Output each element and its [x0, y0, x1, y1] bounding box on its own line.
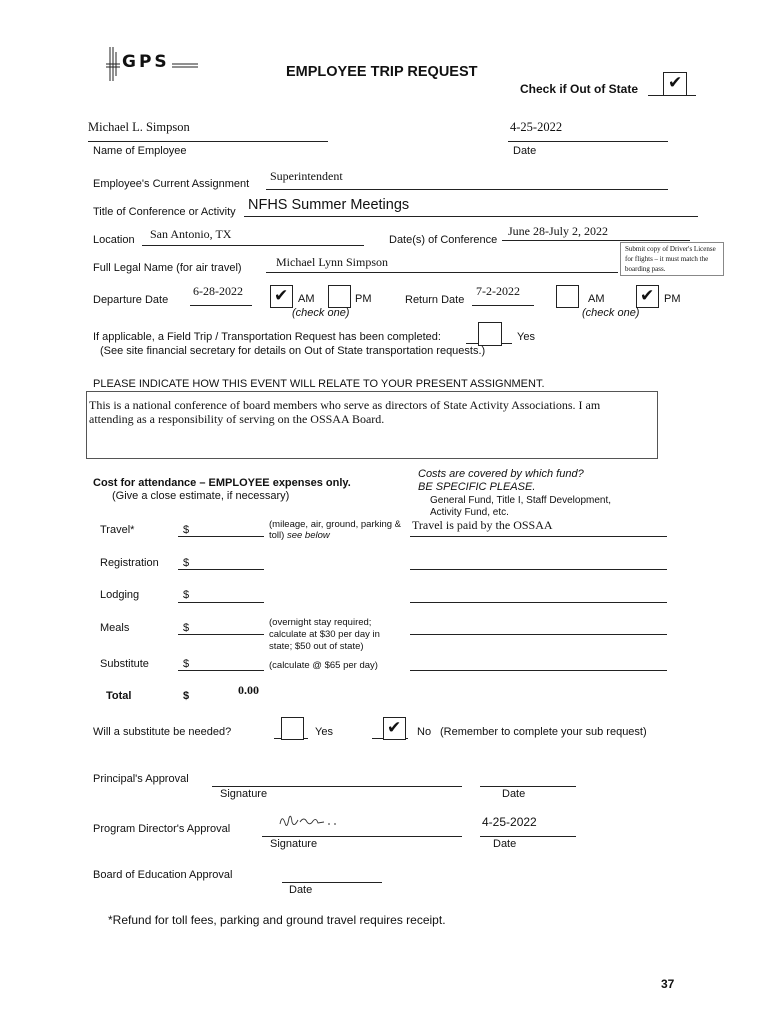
relation-label: PLEASE INDICATE HOW THIS EVENT WILL RELATE TO YOUR PRESENT ASSIGNMENT.	[93, 378, 545, 390]
cost-row-travel-note-text: (mileage, air, ground, parking & toll)	[269, 519, 402, 541]
substitute-yes-checkbox[interactable]	[281, 717, 304, 740]
field-trip-yes-label: Yes	[517, 331, 535, 343]
employee-name-value[interactable]: Michael L. Simpson	[88, 120, 190, 134]
fund-subtitle: BE SPECIFIC PLEASE.	[418, 481, 536, 493]
location-line	[142, 245, 364, 246]
director-signature-image	[276, 810, 346, 834]
cost-row-registration-fund-line[interactable]	[410, 569, 667, 570]
director-signature-line[interactable]	[262, 836, 462, 837]
departure-am-checkbox[interactable]	[270, 285, 293, 308]
request-date-line	[508, 141, 668, 142]
out-of-state-checkbox[interactable]	[663, 72, 687, 96]
assignment-label: Employee's Current Assignment	[93, 178, 250, 190]
relation-box[interactable]	[86, 391, 658, 459]
conference-value[interactable]: NFHS Summer Meetings	[248, 197, 410, 213]
total-label: Total	[106, 690, 132, 702]
director-date-line[interactable]	[480, 836, 576, 837]
board-date-label: Date	[289, 884, 313, 896]
cost-row-meals-note: (overnight stay required; calculate at $30 per day in state; $50 out of state)	[269, 617, 380, 652]
return-line	[472, 305, 534, 306]
principal-approval-label: Principal's Approval	[93, 773, 189, 785]
board-date-line[interactable]	[282, 882, 382, 883]
cost-row-travel-note-italic: see below	[286, 530, 330, 541]
cost-row-meals-currency: $	[183, 622, 190, 634]
costs-subtitle: (Give a close estimate, if necessary)	[112, 490, 290, 502]
legal-name-line	[266, 272, 618, 273]
return-check-one: (check one)	[582, 307, 640, 319]
assignment-value[interactable]: Superintendent	[270, 169, 343, 183]
check-icon: ✔	[274, 286, 289, 306]
legal-name-label: Full Legal Name (for air travel)	[93, 262, 242, 274]
cost-row-substitute-fund-line[interactable]	[410, 670, 667, 671]
departure-am-label: AM	[298, 293, 315, 305]
director-approval-label: Program Director's Approval	[93, 823, 231, 835]
departure-pm-checkbox[interactable]	[328, 285, 351, 308]
check-icon: ✔	[387, 718, 402, 738]
request-date-label: Date	[513, 145, 537, 157]
return-value[interactable]: 7-2-2022	[476, 284, 520, 298]
field-trip-line1: If applicable, a Field Trip / Transportation Request has been completed:	[93, 331, 441, 343]
cost-row-registration-label: Registration	[100, 557, 159, 569]
field-trip-checkbox[interactable]	[478, 322, 502, 346]
return-pm-label: PM	[664, 293, 681, 305]
conference-dates-label: Date(s) of Conference	[389, 234, 498, 246]
return-am-checkbox[interactable]	[556, 285, 579, 308]
substitute-no-checkbox[interactable]	[383, 717, 406, 740]
substitute-no-label: No	[417, 726, 432, 738]
relation-text: This is a national conference of board members who serve as directors of State Activity Associations. I am attending as a responsibility of serving on the OSSAA Board.	[89, 398, 601, 426]
return-am-label: AM	[588, 293, 605, 305]
check-icon: ✔	[668, 73, 683, 93]
gps-logo-text: GPS	[122, 52, 170, 72]
cost-row-substitute-amount[interactable]	[178, 670, 264, 671]
location-value[interactable]: San Antonio, TX	[150, 227, 232, 241]
assignment-line	[266, 189, 668, 190]
cost-row-lodging-currency: $	[183, 589, 190, 601]
cost-row-substitute-note: (calculate @ $65 per day)	[269, 660, 378, 671]
conference-dates-value[interactable]: June 28-July 2, 2022	[508, 224, 608, 238]
employee-name-line	[88, 141, 328, 142]
conference-dates-line	[502, 240, 690, 241]
principal-signature-line[interactable]	[212, 786, 462, 787]
fund-title: Costs are covered by which fund?	[418, 468, 584, 480]
total-currency: $	[183, 690, 190, 702]
gps-logo	[104, 44, 200, 84]
page-number: 37	[661, 977, 675, 991]
cost-row-travel-fund-line	[410, 536, 667, 537]
cost-row-substitute-label: Substitute	[100, 658, 149, 670]
conference-line	[244, 216, 698, 217]
cost-row-travel-label: Travel*	[100, 524, 135, 536]
departure-check-one: (check one)	[292, 307, 350, 319]
substitute-yes-label: Yes	[315, 726, 333, 738]
cost-row-substitute-currency: $	[183, 658, 190, 670]
handwritten-signature-icon	[276, 810, 346, 834]
principal-signature-label: Signature	[220, 788, 268, 800]
principal-date-line[interactable]	[480, 786, 576, 787]
substitute-question: Will a substitute be needed?	[93, 726, 232, 738]
director-signature-label: Signature	[270, 838, 318, 850]
principal-date-label: Date	[502, 788, 526, 800]
departure-line	[190, 305, 252, 306]
cost-row-lodging-fund-line[interactable]	[410, 602, 667, 603]
cost-row-travel-fund[interactable]: Travel is paid by the OSSAA	[412, 518, 553, 532]
form-title: EMPLOYEE TRIP REQUEST	[286, 64, 478, 80]
fund-hint-2: Activity Fund, etc.	[430, 507, 509, 518]
footer-note: *Refund for toll fees, parking and ground travel requires receipt.	[108, 913, 446, 927]
request-date-value[interactable]: 4-25-2022	[510, 120, 563, 134]
conference-label: Title of Conference or Activity	[93, 206, 236, 218]
departure-label: Departure Date	[93, 294, 169, 306]
cost-row-registration-amount[interactable]	[178, 569, 264, 570]
return-pm-checkbox[interactable]	[636, 285, 659, 308]
cost-row-lodging-amount[interactable]	[178, 602, 264, 603]
departure-value[interactable]: 6-28-2022	[193, 284, 243, 298]
check-icon: ✔	[640, 286, 655, 306]
costs-title: Cost for attendance – EMPLOYEE expenses only.	[93, 477, 351, 489]
total-value[interactable]: 0.00	[238, 683, 259, 697]
out-of-state-label: Check if Out of State	[520, 82, 639, 96]
cost-row-travel-note	[269, 519, 409, 541]
return-label: Return Date	[405, 294, 465, 306]
field-trip-line2: (See site financial secretary for details on Out of State transportation requests.)	[100, 345, 486, 357]
fund-hint-1: General Fund, Title I, Staff Development,	[430, 495, 612, 506]
license-note: Submit copy of Driver's License for flights – it must match the boarding pass.	[620, 242, 724, 276]
director-date-value[interactable]: 4-25-2022	[482, 815, 537, 829]
cost-row-registration-currency: $	[183, 557, 190, 569]
departure-pm-label: PM	[355, 293, 372, 305]
substitute-reminder: (Remember to complete your sub request)	[440, 726, 647, 738]
director-date-label: Date	[493, 838, 517, 850]
board-approval-label: Board of Education Approval	[93, 869, 233, 881]
cost-row-meals-label: Meals	[100, 622, 130, 634]
cost-row-lodging-label: Lodging	[100, 589, 140, 601]
cost-row-travel-amount[interactable]	[178, 536, 264, 537]
cost-row-meals-amount[interactable]	[178, 634, 264, 635]
legal-name-value[interactable]: Michael Lynn Simpson	[276, 255, 388, 269]
employee-name-label: Name of Employee	[93, 145, 187, 157]
location-label: Location	[93, 234, 135, 246]
cost-row-meals-fund-line[interactable]	[410, 634, 667, 635]
cost-row-travel-currency: $	[183, 524, 190, 536]
